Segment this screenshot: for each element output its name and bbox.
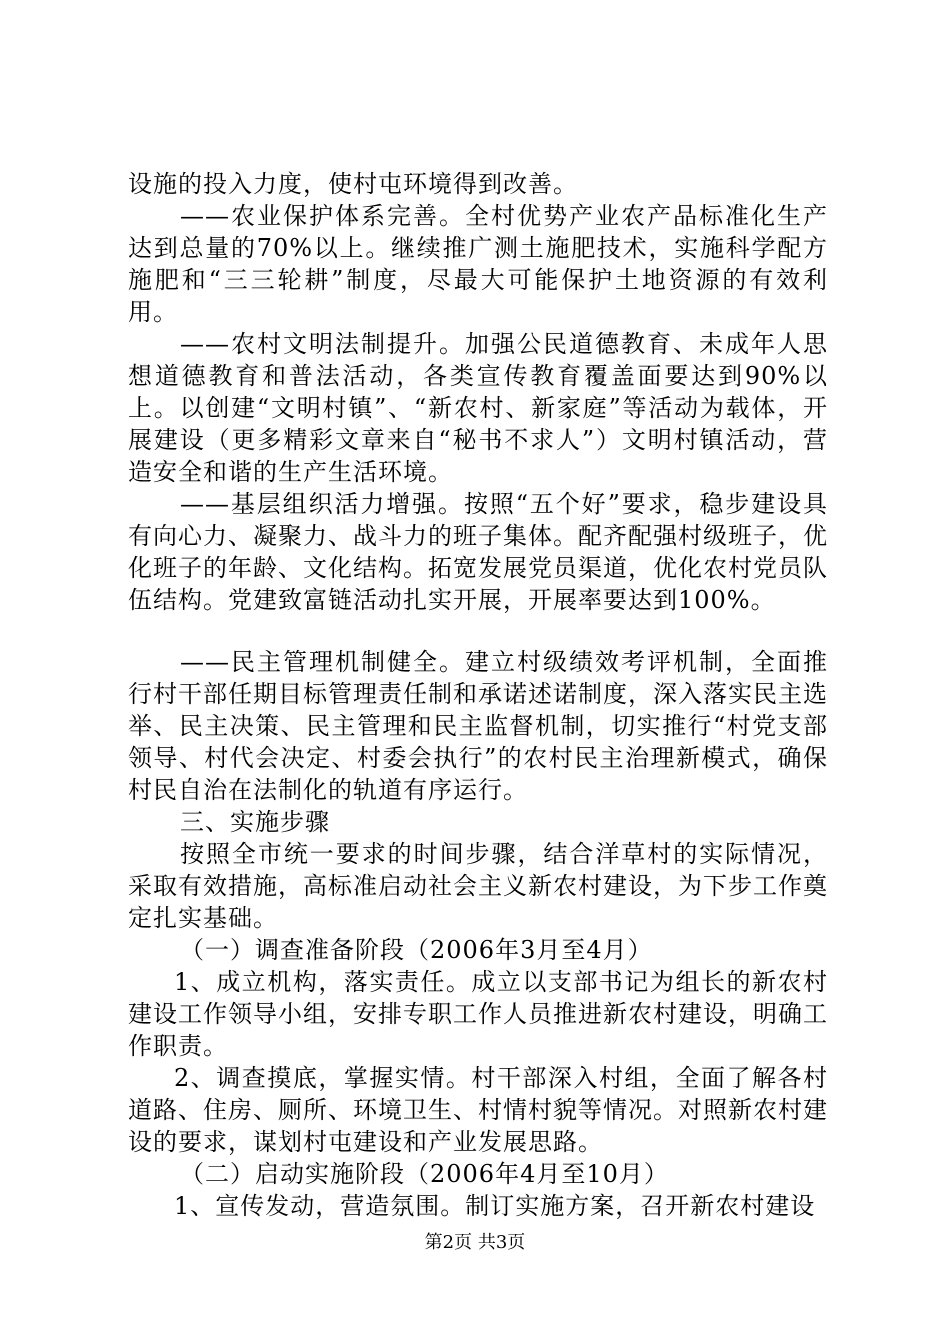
paragraph-3: ——农村文明法制提升。加强公民道德教育、未成年人思想道德教育和普法活动，各类宣传教育覆盖面要达到90%以上。以创建“文明村镇”、“新农村、新家庭”等活动为载体，开展建设（更多精彩文章来自“秘书不求人”）文明村镇活动，营造安全和谐的生产生活环境。	[128, 330, 828, 486]
paragraph-7: 按照全市统一要求的时间步骤，结合洋草村的实际情况，采取有效措施，高标准启动社会主义新农村建设，为下步工作奠定扎实基础。	[128, 840, 828, 932]
paragraph-9: 1、成立机构，落实责任。成立以支部书记为组长的新农村建设工作领导小组，安排专职工作人员推进新农村建设，明确工作职责。	[128, 968, 828, 1060]
subheading-survey-stage: （一）调查准备阶段（2006年3月至4月）	[180, 936, 653, 964]
paragraph-1: 设施的投入力度，使村屯环境得到改善。	[128, 170, 578, 198]
paragraph-2: ——农业保护体系完善。全村优势产业农产品标准化生产达到总量的70%以上。继续推广测土施肥技术，实施科学配方施肥和“三三轮耕”制度，尽最大可能保护土地资源的有效利用。	[128, 202, 828, 326]
page-number-footer: 第2页 共3页	[424, 1232, 526, 1253]
subheading-launch-stage: （二）启动实施阶段（2006年4月至10月）	[180, 1160, 669, 1188]
section-heading-implementation-steps: 三、实施步骤	[180, 808, 330, 836]
paragraph-5: ——民主管理机制健全。建立村级绩效考评机制，全面推行村干部任期目标管理责任制和承诺述诺制度，深入落实民主选举、民主决策、民主管理和民主监督机制，切实推行“村党支部领导、村代会决定、村委会执行”的农村民主治理新模式，确保村民自治在法制化的轨道有序运行。	[128, 648, 828, 804]
document-body	[128, 168, 828, 1222]
paragraph-4: ——基层组织活力增强。按照“五个好”要求，稳步建设具有向心力、凝聚力、战斗力的班子集体。配齐配强村级班子，优化班子的年龄、文化结构。拓宽发展党员渠道，优化农村党员队伍结构。党建致富链活动扎实开展，开展率要达到100%。	[128, 490, 828, 614]
paragraph-12: 1、宣传发动，营造氛围。制订实施方案，召开新农村建设	[174, 1192, 816, 1220]
paragraph-10: 2、调查摸底，掌握实情。村干部深入村组，全面了解各村道路、住房、厕所、环境卫生、村情村貌等情况。对照新农村建设的要求，谋划村屯建设和产业发展思路。	[128, 1064, 828, 1156]
